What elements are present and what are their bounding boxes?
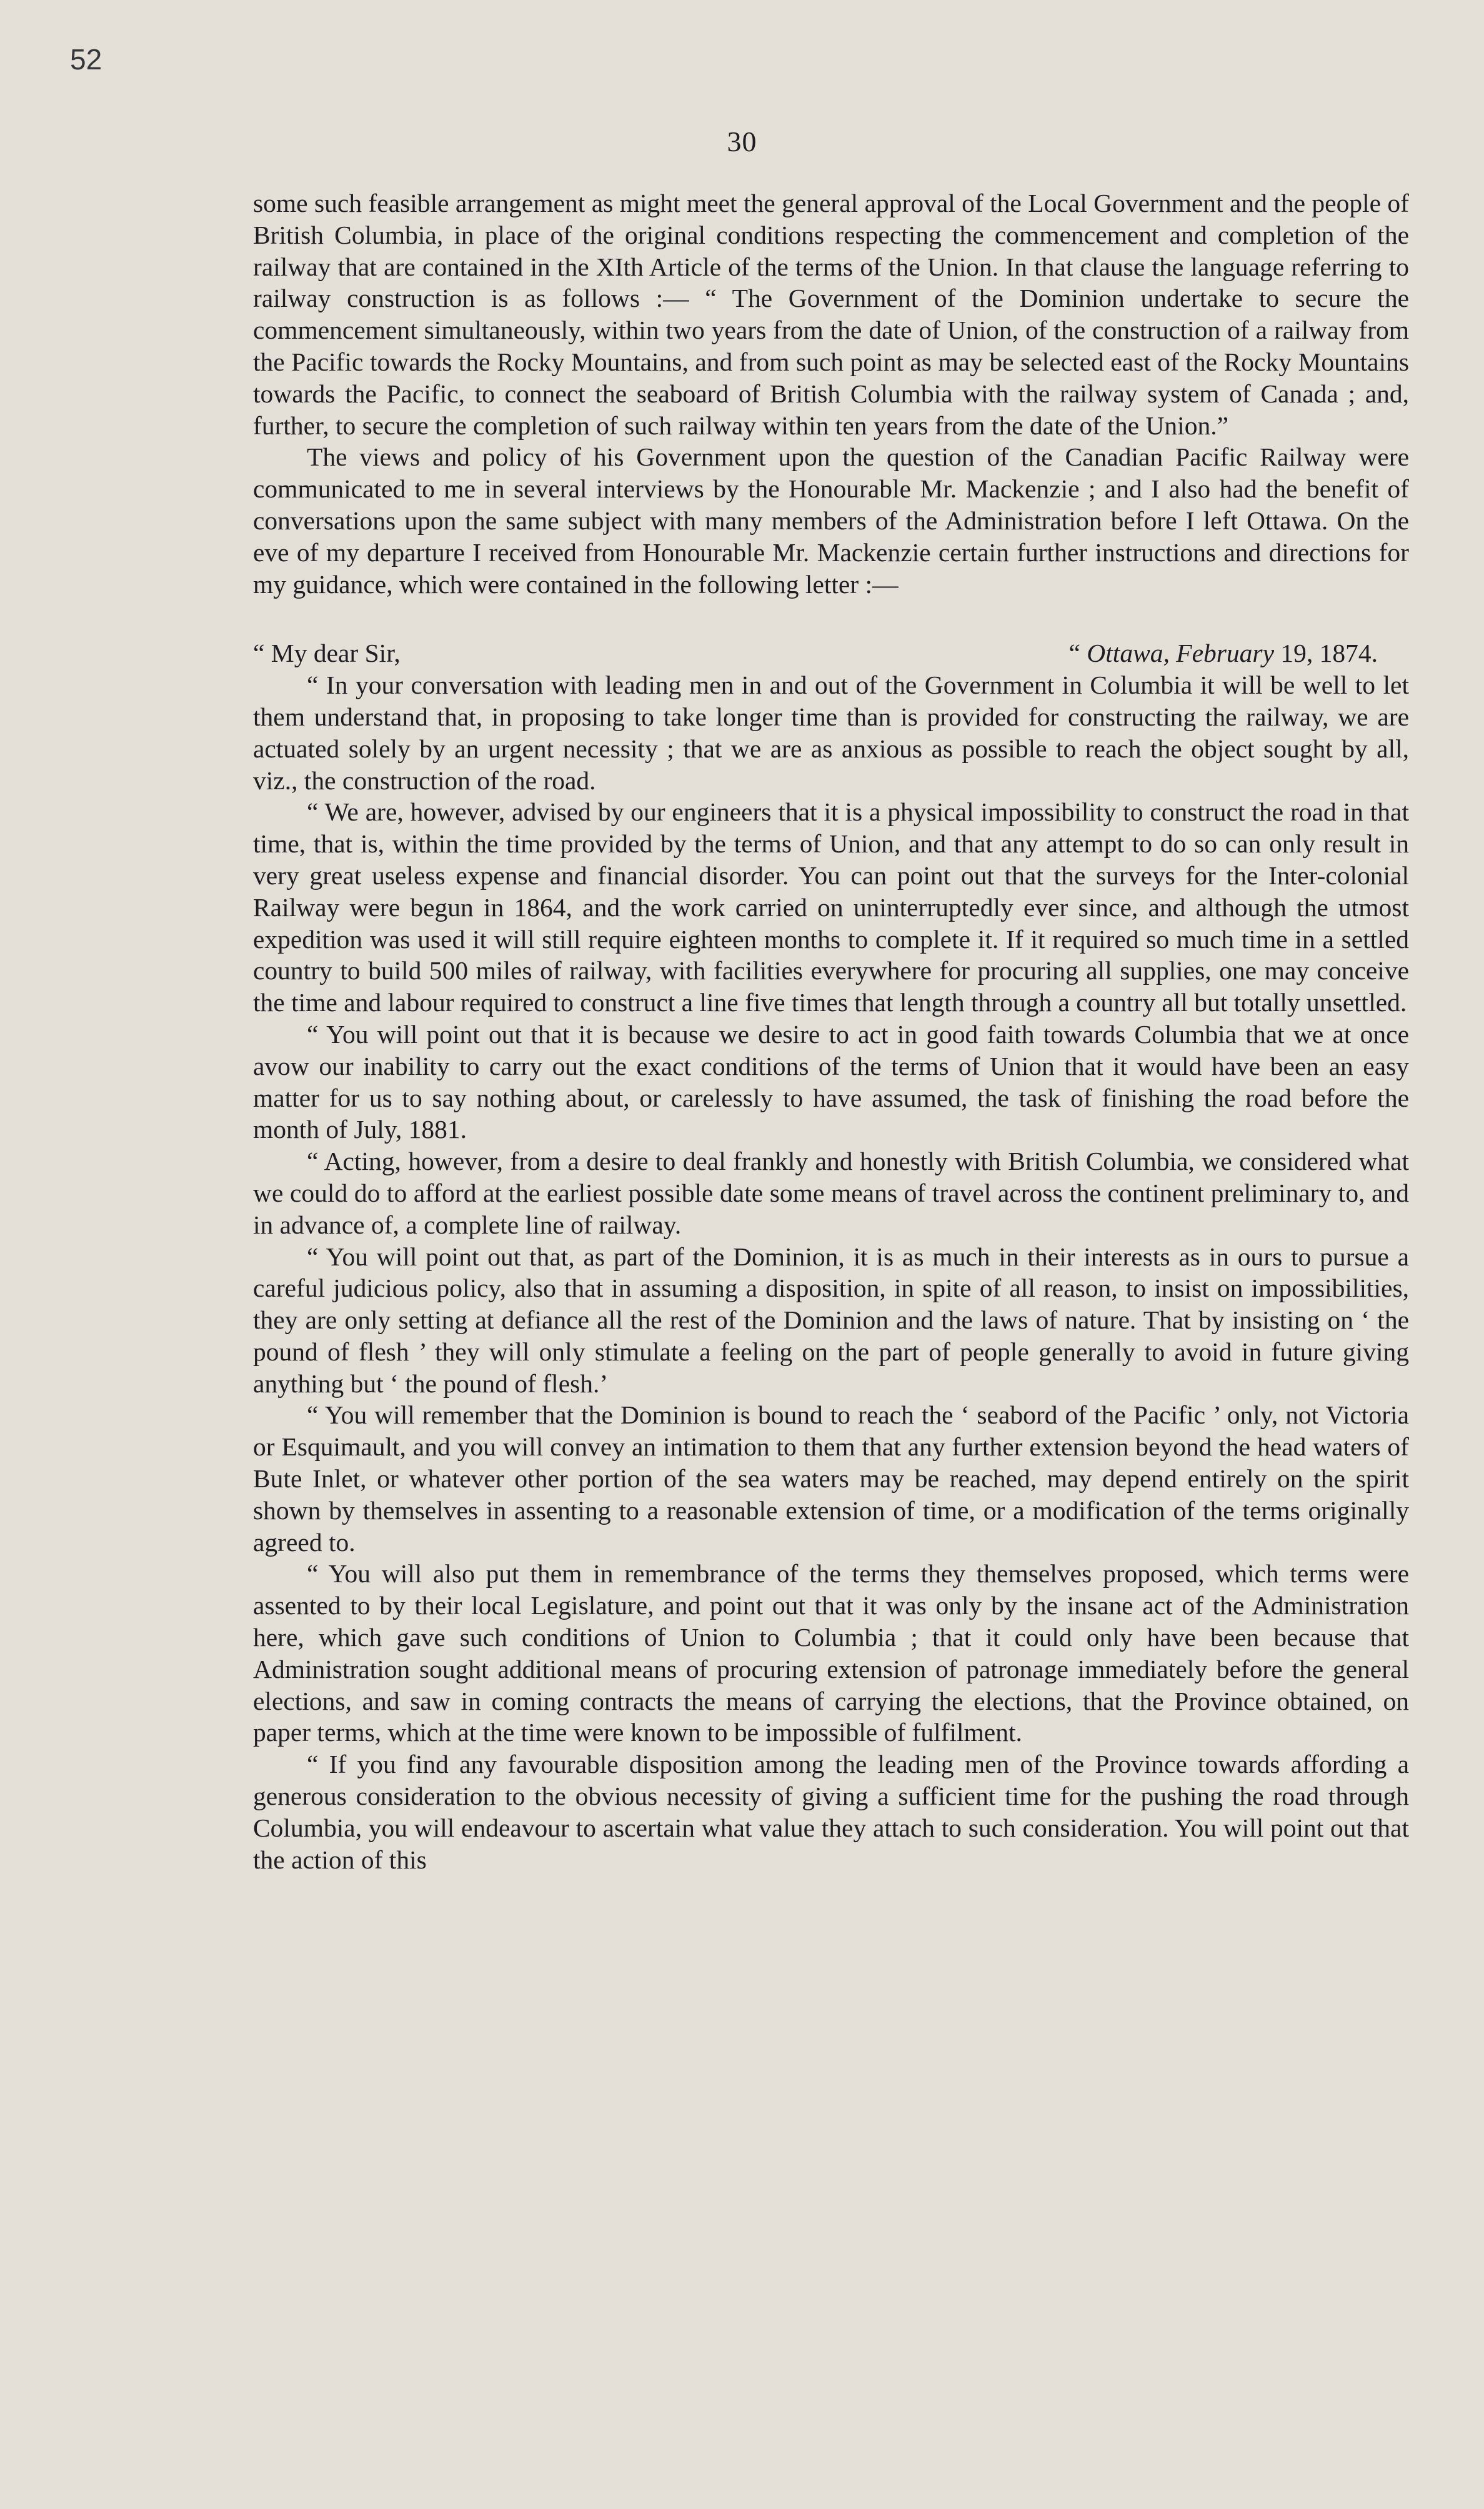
letter-paragraph: “ You will point out that, as part of the Dominion, it is as much in their interests as in ours to pursue a careful judicious policy, also that in assuming a disposition, in spite of all reason, to insist on impossibilities, they are only setting at defiance all the rest of the Dominion and the laws of nature. That by insisting on ‘ the pound of flesh ’ they will only stimulate a feeling on the part of people generally to avoid in future giving anything but ‘ the pound of flesh.’ <box>253 1242 1409 1398</box>
letter-date-rest: 19, 1874. <box>1280 639 1378 668</box>
letter-date <box>1069 637 1410 669</box>
letter-date-place: Ottawa, February <box>1087 639 1274 668</box>
second-paragraph: The views and policy of his Government upon the question of the Canadian Pacific Railway were communicated to me in several interviews by the Honourable Mr. Mackenzie ; and I also had the benefit of conversations upon the same subject with many members of the Administration before I left Ottawa. On the eve of my departure I received from Honourable Mr. Mackenzie certain further instructions and directions for my guidance, which were contained in the following letter :— <box>253 442 1409 599</box>
letter-paragraph: “ We are, however, advised by our engineers that it is a physical impossibility to construct the road in that time, that is, within the time provided by the terms of Union, and that any attempt to do so can only result in very great useless expense and financial disorder. You can point out that the surveys for the Inter-colonial Railway were begun in 1864, and the work carried on uninterruptedly ever since, and although the utmost expedition was used it will still require eighteen months to complete it. If it required so much time in a settled country to build 500 miles of railway, with facilities everywhere for procuring all supplies, one may conceive the time and labour required to construct a line five times that length through a country all but totally unsettled. <box>253 797 1409 1017</box>
letter-paragraph: “ If you find any favourable disposition among the leading men of the Province towards affording a generous consideration to the obvious necessity of giving a sufficient time for the pushing the road through Columbia, you will endeavour to ascertain what value they attach to such consideration. You will point out that the action of this <box>253 1750 1409 1874</box>
letter-salutation: “ My dear Sir, <box>253 639 401 668</box>
letter-gap <box>253 600 1409 637</box>
letter-paragraph: “ In your conversation with leading men in and out of the Government in Columbia it will be well to let them understand that, in proposing to take longer time than is provided for constructing the railway, we are actuated solely by an urgent necessity ; that we are as anxious as possible to reach the object sought by all, viz., the construction of the road. <box>253 671 1409 795</box>
opening-paragraph: some such feasible arrangement as might meet the general approval of the Local Government and the people of British Columbia, in place of the original conditions respecting the commencement and completion of the railway that are contained in the XIth Article of the terms of the Union. In that clause the language referring to railway construction is as follows :— “ The Government of the Dominion undertake to secure the commencement simultaneously, within two years from the date of Union, of the construction of a railway from the Pacific towards the Rocky Mountains, and from such point as may be selected east of the Rocky Mountains towards the Pacific, to connect the seaboard of British Columbia with the railway system of Canada ; and, further, to secure the completion of such railway within ten years from the date of the Union.” <box>253 189 1409 440</box>
page-number: 30 <box>727 126 757 157</box>
letter-paragraph: “ You will point out that it is because we desire to act in good faith towards Columbia that we at once avow our inability to carry out the exact conditions of the terms of Union that it would have been an easy matter for us to say nothing about, or carelessly to have assumed, the task of finishing the road before the month of July, 1881. <box>253 1019 1409 1144</box>
scan-page-number: 52 <box>70 43 102 76</box>
letter-date-quote: “ <box>1068 639 1080 668</box>
letter-paragraph: “ You will also put them in remembrance of the terms they themselves proposed, which terms were assented to by their local Legislature, and point out that it was only by the insane act of the Administration here, which gave such conditions of Union to Columbia ; that it could only have been because that Administration sought additional means of procuring extension of patronage immediately before the general elections, and saw in coming contracts the means of carrying the elections, that the Province obtained, on paper terms, which at the time were known to be impossible of fulfilment. <box>253 1559 1409 1747</box>
letter-paragraph: “ You will remember that the Dominion is bound to reach the ‘ seabord of the Pacific ’ only, not Victoria or Esquimault, and you will convey an intimation to them that any further extension beyond the head waters of Bute Inlet, or whatever other portion of the sea waters may be reached, may depend entirely on the spirit shown by themselves in assenting to a reasonable extension of time, or a modification of the terms originally agreed to. <box>253 1400 1409 1557</box>
letter-heading <box>253 637 1409 669</box>
page-body <box>253 187 1409 1875</box>
letter-paragraph: “ Acting, however, from a desire to deal frankly and honestly with British Columbia, we considered what we could do to afford at the earliest possible date some means of travel across the continent preliminary to, and in advance of, a complete line of railway. <box>253 1147 1409 1239</box>
